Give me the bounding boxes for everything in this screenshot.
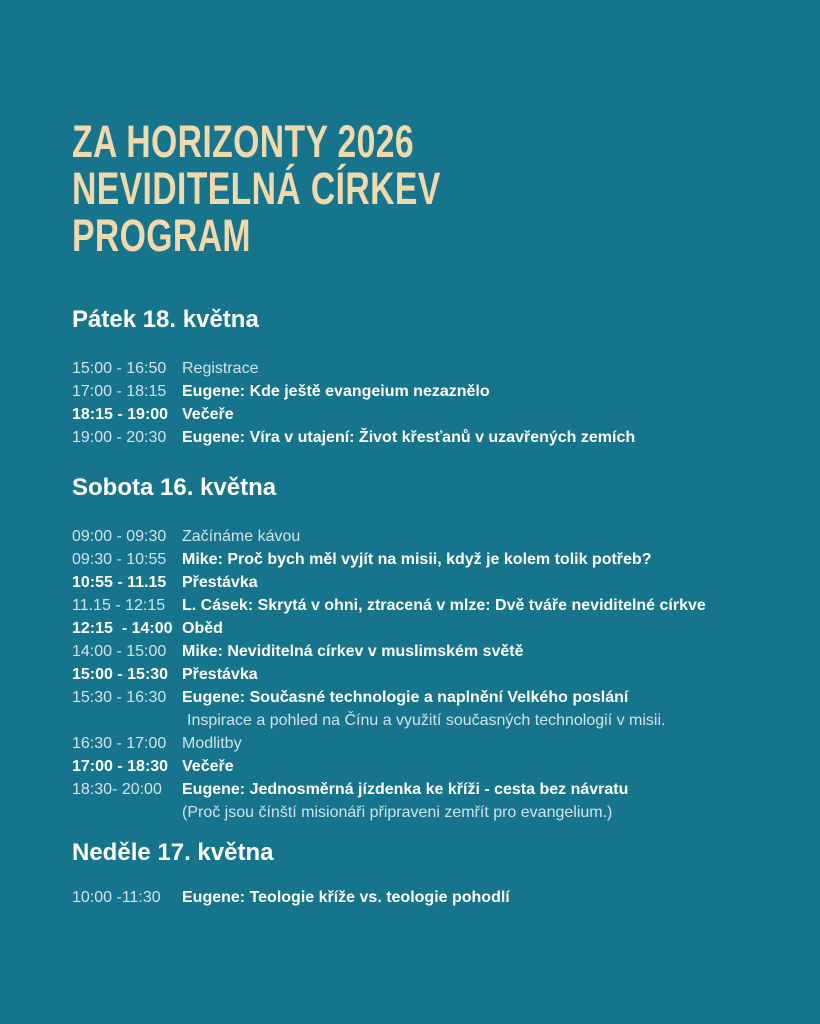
section-friday [72,305,780,449]
program-title [72,118,603,259]
row-title: L. Cásek: Skrytá v ohni, ztracená v mlze: Dvě tváře neviditelné církve [182,597,706,614]
row-time: 12:15 - 14:00 [72,620,173,637]
schedule-row [72,357,780,380]
row-title: Eugene: Víra v utajení: Život křesťanů v uzavřených zemích [182,429,636,446]
row-title: Večeře [182,758,234,775]
row-time: 10:00 -11:30 [72,889,161,906]
schedule-rows-saturday [72,525,780,824]
section-heading-sunday: Neděle 17. května [72,839,274,866]
row-title: Přestávka [182,574,258,591]
section-heading-friday: Pátek 18. května [72,306,259,333]
schedule-row [72,403,780,426]
schedule-row [72,663,780,686]
row-time: 09:00 - 09:30 [72,528,167,545]
section-heading-saturday: Sobota 16. května [72,474,277,501]
row-title: Eugene: Teologie kříže vs. teologie pohodlí [182,889,510,906]
row-time: 18:30- 20:00 [72,781,162,798]
schedule-row [72,778,780,801]
title-line-1: ZA HORIZONTY 2026 [72,116,415,167]
schedule-row [72,426,780,449]
row-title: Eugene: Kde ještě evangeium nezaznělo [182,383,490,400]
row-time: 15:30 - 16:30 [72,689,167,706]
row-time: 15:00 - 15:30 [72,666,169,683]
schedule-row [72,380,780,403]
row-title: Modlitby [182,735,242,752]
row-time: 17:00 - 18:30 [72,758,169,775]
row-title: Mike: Proč bych měl vyjít na misii, když je kolem tolik potřeb? [182,551,652,568]
row-time: 10:55 - 11.15 [72,574,167,591]
schedule-row [72,548,780,571]
row-time: 09:30 - 10:55 [72,551,167,568]
row-title: Večeře [182,406,234,423]
schedule-rows-sunday [72,886,780,909]
row-title: Eugene: Jednosměrná jízdenka ke kříži - cesta bez návratu [182,781,629,798]
row-time: 19:00 - 20:30 [72,429,167,446]
row-time: 11.15 - 12:15 [72,597,166,614]
section-saturday [72,473,780,824]
row-subtitle: Inspirace a pohled na Čínu a využití současných technologií v misii. [187,712,666,729]
row-title: Eugene: Současné technologie a naplnění Velkého poslání [182,689,629,706]
schedule-row [72,594,780,617]
schedule-row [72,886,780,909]
schedule-row [72,686,780,709]
row-time: 17:00 - 18:15 [72,383,167,400]
schedule-row [72,617,780,640]
row-subtitle: (Proč jsou čínští misionáři připraveni zemřít pro evangelium.) [182,804,613,821]
row-title: Registrace [182,360,259,377]
section-sunday [72,838,780,909]
row-title: Přestávka [182,666,258,683]
schedule-row [72,755,780,778]
title-line-3: PROGRAM [72,210,251,261]
schedule-rows-friday [72,357,780,449]
schedule-row [72,640,780,663]
row-title: Oběd [182,620,223,637]
title-line-2: NEVIDITELNÁ CÍRKEV [72,163,441,214]
row-title: Mike: Neviditelná církev v muslimském světě [182,643,524,660]
schedule-row [72,525,780,548]
row-time: 18:15 - 19:00 [72,406,169,423]
row-time: 14:00 - 15:00 [72,643,167,660]
schedule-row [72,732,780,755]
row-time: 15:00 - 16:50 [72,360,167,377]
row-time: 16:30 - 17:00 [72,735,167,752]
row-title: Začínáme kávou [182,528,301,545]
schedule-row [72,571,780,594]
